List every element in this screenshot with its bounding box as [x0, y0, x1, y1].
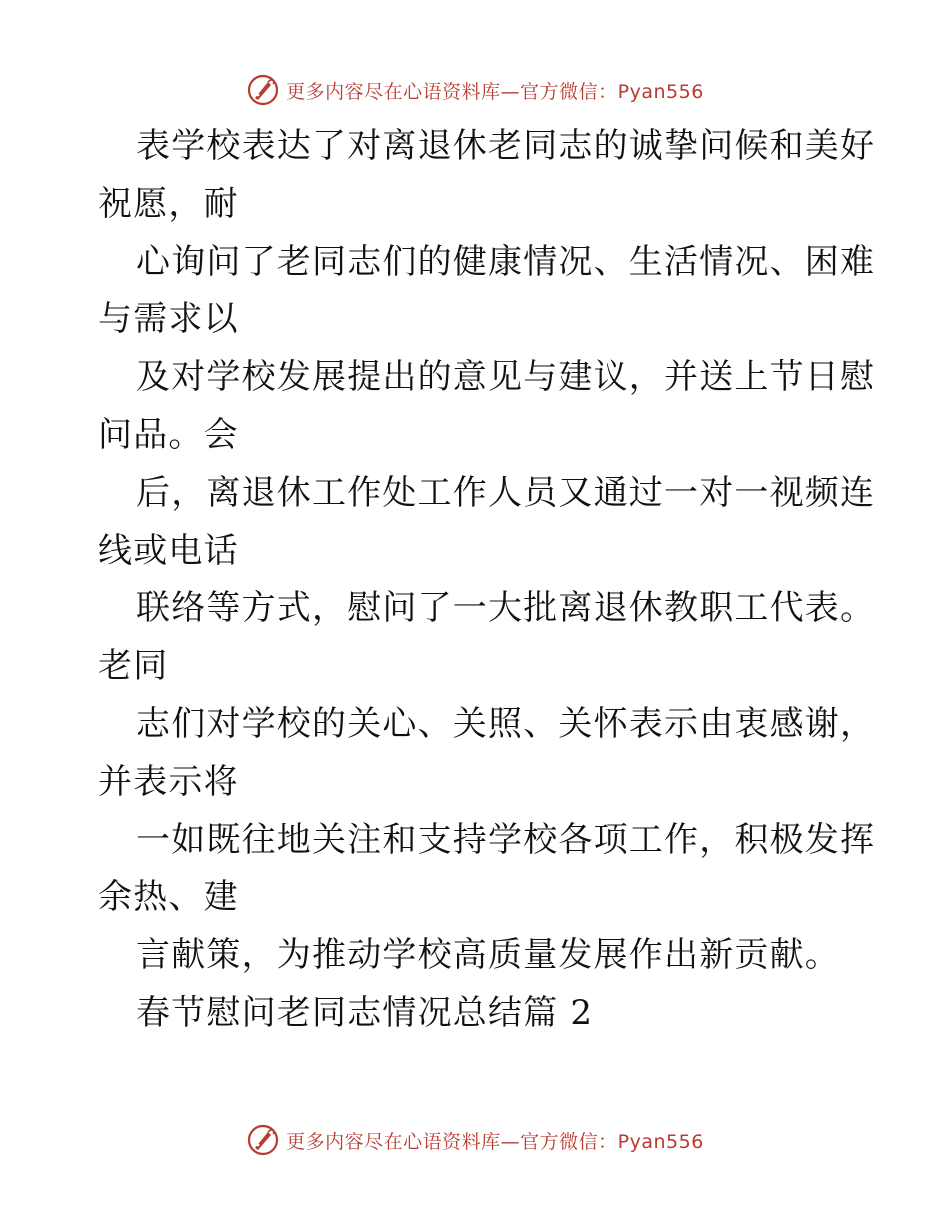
body-line: 表学校表达了对离退休老同志的诚挚问候和美好 — [136, 126, 876, 166]
body-line: 言献策，为推动学校高质量发展作出新贡献。 — [136, 935, 840, 976]
section-heading: 春节慰问老同志情况总结篇 2 — [136, 992, 594, 1033]
body-line: 祝愿，耐 — [98, 183, 239, 224]
body-line: 联络等方式，慰问了一大批离退休教职工代表。 — [136, 588, 876, 629]
quill-pen-logo-icon — [246, 1123, 280, 1157]
body-line: 及对学校发展提出的意见与建议，并送上节日慰 — [136, 357, 876, 398]
document-body — [98, 118, 876, 1043]
footer-banner-text: 更多内容尽在心语资料库—官方微信：Pyan556 — [286, 1130, 704, 1153]
body-line: 线或电话 — [98, 530, 239, 571]
body-line: 问品。会 — [98, 414, 239, 455]
body-line: 并表示将 — [98, 761, 239, 802]
header-banner-text: 更多内容尽在心语资料库—官方微信：Pyan556 — [286, 80, 704, 103]
header-banner — [0, 70, 950, 110]
body-line: 心询问了老同志们的健康情况、生活情况、困难 — [136, 241, 876, 282]
footer-banner — [0, 1120, 950, 1160]
body-line: 一如既往地关注和支持学校各项工作，积极发挥 — [136, 819, 876, 860]
quill-pen-logo-icon — [246, 73, 280, 107]
body-line: 志们对学校的关心、关照、关怀表示由衷感谢， — [136, 703, 876, 744]
body-line: 后，离退休工作处工作人员又通过一对一视频连 — [136, 472, 876, 513]
body-line: 余热、建 — [98, 877, 239, 918]
body-line: 与需求以 — [98, 299, 239, 340]
body-line: 老同 — [98, 646, 169, 687]
